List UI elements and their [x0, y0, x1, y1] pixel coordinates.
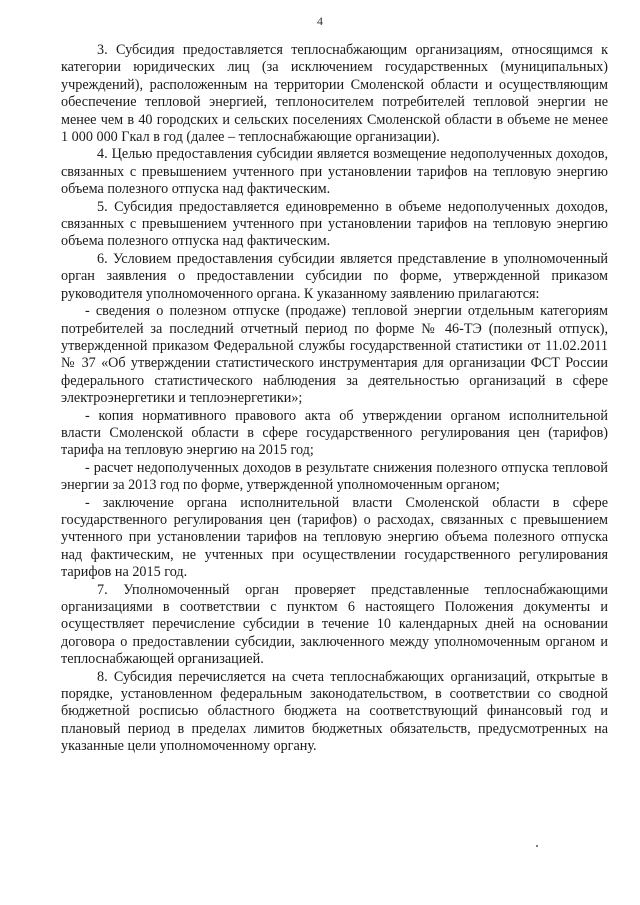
- paragraph-6: 6. Условием предоставления субсидии является представление в уполномоченный орган заявления о предоставлении субсидии по форме, утвержденной приказом руководителя уполномоченного органа. К указанному заявлению прилагаются:: [61, 250, 608, 302]
- page-number: 4: [317, 14, 323, 28]
- paragraph-4: 4. Целью предоставления субсидии является возмещение недополученных доходов, связанных с превышением учтенного при установлении тарифов на тепловую энергию объема полезного отпуска над фактическим.: [61, 146, 608, 198]
- scan-speck: [536, 845, 538, 847]
- list-item-6d: - заключение органа исполнительной власти Смоленской области в сфере государственного регулирования цен (тарифов) о расходах, связанных с превышением учтенного при установлении тарифов на тепловую энергию объема полезного отпуска над фактическим, не учтенных при осуществлении государственного регулирования тарифов на 2015 год.: [61, 494, 608, 581]
- paragraph-7: 7. Уполномоченный орган проверяет представленные теплоснабжающими организациями в соответствии с пунктом 6 настоящего Положения документы и осуществляет перечисление субсидии в течение 10 календарных дней на основании договора о предоставлении субсидии, заключенного между уполномоченным органом и теплоснабжающей организацией.: [61, 581, 608, 668]
- list-item-6c: - расчет недополученных доходов в результате снижения полезного отпуска тепловой энергии за 2013 год по форме, утвержденной уполномоченным органом;: [61, 459, 608, 494]
- paragraph-3: 3. Субсидия предоставляется теплоснабжающим организациям, относящимся к категории юридических лиц (за исключением государственных (муниципальных) учреждений), расположенным на территории Смоленской области и осуществляющим обеспечение тепловой энергией, теплоносителем потребителей тепловой энергии не менее чем в 40 городских и сельских поселениях Смоленской области в объеме не менее 1 000 000 Гкал в год (далее – теплоснабжающие организации).: [61, 42, 608, 146]
- list-item-6a: - сведения о полезном отпуске (продаже) тепловой энергии отдельным категориям потребителей за последний отчетный период по форме № 46-ТЭ (полезный отпуск), утвержденной приказом Федеральной службы государственной статистики от 11.02.2011 № 37 «Об утверждении статистического инструментария для организации ФСТ России федерального статистического наблюдения за деятельностью организаций в сфере электроэнергетики и теплоэнергетики»;: [61, 303, 608, 407]
- paragraph-5: 5. Субсидия предоставляется единовременно в объеме недополученных доходов, связанных с превышением учтенного при установлении тарифов на тепловую энергию объема полезного отпуска над фактическим.: [61, 198, 608, 250]
- paragraph-8: 8. Субсидия перечисляется на счета теплоснабжающих организаций, открытые в порядке, установленном федеральным законодательством, в соответствии со сводной бюджетной росписью областного бюджета на соответствующий финансовый год и плановый период в пределах лимитов бюджетных обязательств, предусмотренных на указанные цели уполномоченному органу.: [61, 668, 608, 755]
- document-body: [61, 42, 608, 756]
- list-item-6b: - копия нормативного правового акта об утверждении органом исполнительной власти Смоленской области в сфере государственного регулирования цен (тарифов) тарифа на тепловую энергию на 2015 год;: [61, 407, 608, 459]
